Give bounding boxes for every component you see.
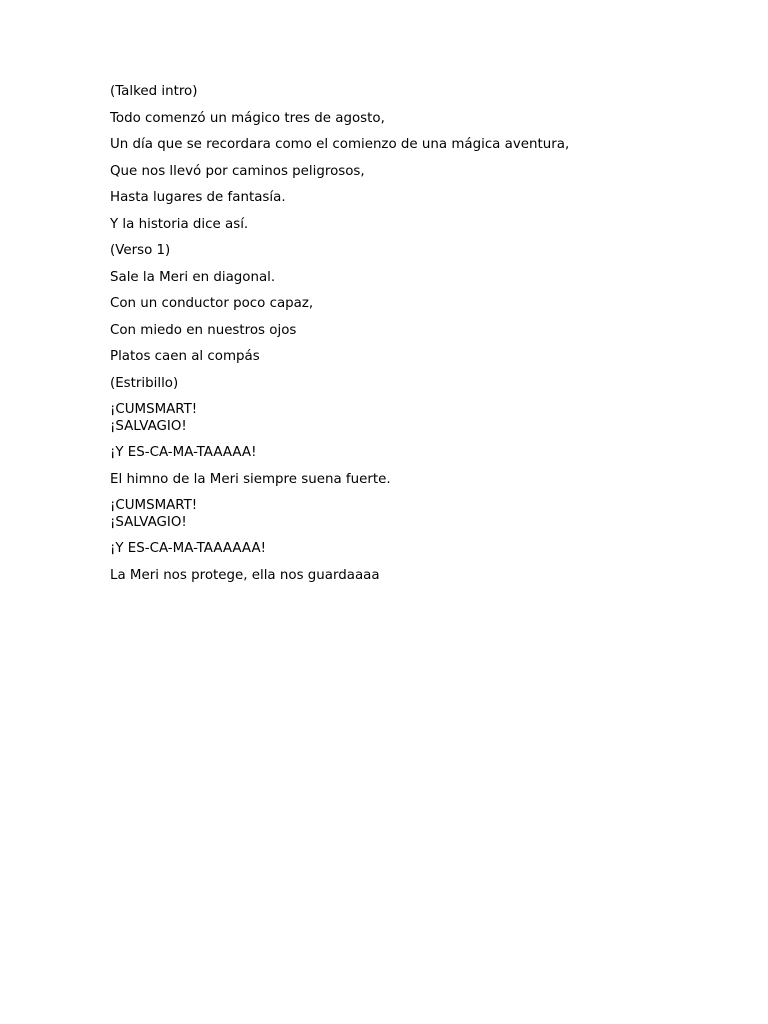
text-line: ¡Y ES-CA-MA-TAAAAAA! (110, 541, 266, 556)
paragraph (110, 323, 710, 340)
text-line: Con miedo en nuestros ojos (110, 322, 297, 338)
text-line: ¡CUMSMART! (110, 498, 198, 513)
text-line: (Estribillo) (110, 375, 179, 391)
text-line: El himno de la Meri siempre suena fuerte. (110, 471, 391, 487)
paragraph (110, 498, 710, 531)
paragraph (110, 84, 710, 101)
text-line: Con un conductor poco capaz, (110, 296, 314, 311)
paragraph (110, 541, 710, 558)
text-line: (Talked intro) (110, 84, 198, 99)
text-line: (Verso 1) (110, 243, 171, 258)
text-line: La Meri nos protege, ella nos guardaaaa (110, 567, 380, 583)
lyrics-text (110, 84, 710, 594)
text-line: Sale la Meri en diagonal. (110, 269, 276, 285)
paragraph (110, 217, 710, 234)
paragraph (110, 190, 710, 207)
paragraph (110, 445, 710, 462)
paragraph (110, 349, 710, 366)
paragraph (110, 270, 710, 287)
text-line: ¡SALVAGIO! (110, 514, 187, 530)
text-line: Un día que se recordara como el comienzo de una mágica aventura, (110, 137, 570, 152)
text-line: Platos caen al compás (110, 349, 260, 364)
paragraph (110, 568, 710, 585)
text-line: ¡SALVAGIO! (110, 418, 187, 434)
paragraph (110, 164, 710, 181)
text-line: Que nos llevó por caminos peligrosos, (110, 163, 365, 179)
paragraph (110, 243, 710, 260)
paragraph (110, 376, 710, 393)
paragraph (110, 137, 710, 154)
text-line: ¡Y ES-CA-MA-TAAAAA! (110, 445, 257, 460)
text-line: Hasta lugares de fantasía. (110, 190, 286, 205)
paragraph (110, 402, 710, 435)
paragraph (110, 111, 710, 128)
paragraph (110, 296, 710, 313)
text-line: Todo comenzó un mágico tres de agosto, (110, 110, 385, 126)
paragraph (110, 472, 710, 489)
text-line: Y la historia dice así. (110, 216, 249, 232)
text-line: ¡CUMSMART! (110, 402, 198, 417)
